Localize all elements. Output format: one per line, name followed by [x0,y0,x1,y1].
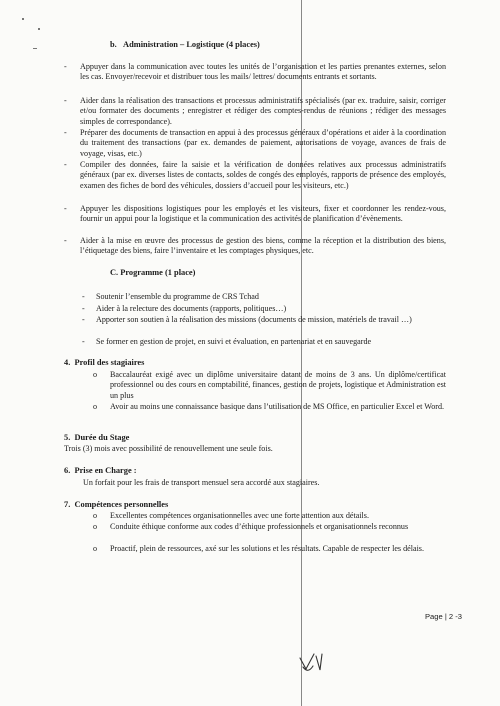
circle-bullet: o [93,544,98,553]
section-6-title: 6. Prise en Charge : [64,466,137,475]
dash-bullet: - [64,96,67,105]
dash-bullet: - [82,315,85,324]
dash-bullet: - [64,62,67,71]
list-item: Conduite éthique conforme aux codes d’éthique professionnels et organisationnels reconnus [110,522,409,531]
list-item: Compiler des données, faire la saisie et la vérification de données relatives aux processus administratifs généraux (par ex. diverses listes de contacts, soldes de congés des employés, rapports de présence des employés, examen des fiches de bord des véhicules, dossiers d’accueil pour les visiteurs, etc.) [80,160,446,190]
list-item: Aider à la mise en œuvre des processus de gestion des biens, comme la réception et la distribution des biens, l’étiquetage des biens, faire l’inventaire et les comptages physiques, etc. [80,236,446,256]
dash-bullet: - [64,128,67,137]
scan-speck [33,48,37,49]
list-item: Préparer des documents de transaction en appui à des processus généraux d’opérations et aider à la coordination du traitement des transactions (par ex. demandes de paiement, autorisations de voyage, avances de frais de voyage, visas, etc.) [80,128,446,158]
scan-speck [38,28,40,30]
section-5-text: Trois (3) mois avec possibilité de renouvellement une seule fois. [64,444,273,453]
section-b-title: b. Administration – Logistique (4 places) [110,40,260,49]
list-item: Proactif, plein de ressources, axé sur les solutions et les résultats. Capable de respecter les délais. [110,544,424,553]
list-item: Appuyer les dispositions logistiques pour les employés et les visiteurs, fixer et coordonner les rendez-vous, fournir un appui pour la logistique et la communication des activités de planification d’évènements. [80,204,446,224]
dash-bullet: - [82,304,85,313]
section-c-title: C. Programme (1 place) [110,268,196,277]
dash-bullet: - [64,236,67,245]
list-item: Aider dans la réalisation des transactions et processus administratifs spécialisés (par ex. traduire, saisir, corriger et/ou formater des documents ; enregistrer et rédiger des comptes-rendus de réunions ; rédiger des messages simples de correspondance). [80,96,446,126]
section-7-title: 7. Compétences personnelles [64,500,169,509]
list-item: Soutenir l’ensemble du programme de CRS Tchad [96,292,259,301]
dash-bullet: - [82,337,85,346]
section-6-text: Un forfait pour les frais de transport mensuel sera accordé aux stagiaires. [83,478,320,487]
dash-bullet: - [64,204,67,213]
circle-bullet: o [93,370,98,379]
list-item: Baccalauréat exigé avec un diplôme universitaire datant de moins de 3 ans. Un diplôme/certificat professionnel ou des cours en comptabilité, finances, gestion de projets, logistique et Administration est un plus [110,370,446,400]
section-5-title: 5. Durée du Stage [64,433,130,442]
list-item: Excellentes compétences organisationnelles avec une forte attention aux détails. [110,511,369,520]
list-item: Se former en gestion de projet, en suivi et évaluation, en partenariat et en sauvegarde [96,337,372,346]
dash-bullet: - [64,160,67,169]
page-number: Page | 2 -3 [424,612,462,621]
scan-speck [22,18,24,20]
circle-bullet: o [93,522,98,531]
circle-bullet: o [93,511,98,520]
circle-bullet: o [93,402,98,411]
signature-initials-icon [294,650,328,678]
list-item: Appuyer dans la communication avec toutes les unités de l’organisation et les parties prenantes externes, selon les cas. Envoyer/recevoir et distribuer tous les mails/ lettres/ documents entrants et sortants. [80,62,446,82]
section-4-title: 4. Profil des stagiaires [64,358,145,367]
list-item: Apporter son soutien à la réalisation des missions (documents de mission, matériels de travail …) [96,315,412,324]
list-item: Aider à la relecture des documents (rapports, politiques…) [96,304,287,313]
list-item: Avoir au moins une connaissance basique dans l’utilisation de MS Office, en particulier Excel et Word. [110,402,445,411]
dash-bullet: - [82,292,85,301]
